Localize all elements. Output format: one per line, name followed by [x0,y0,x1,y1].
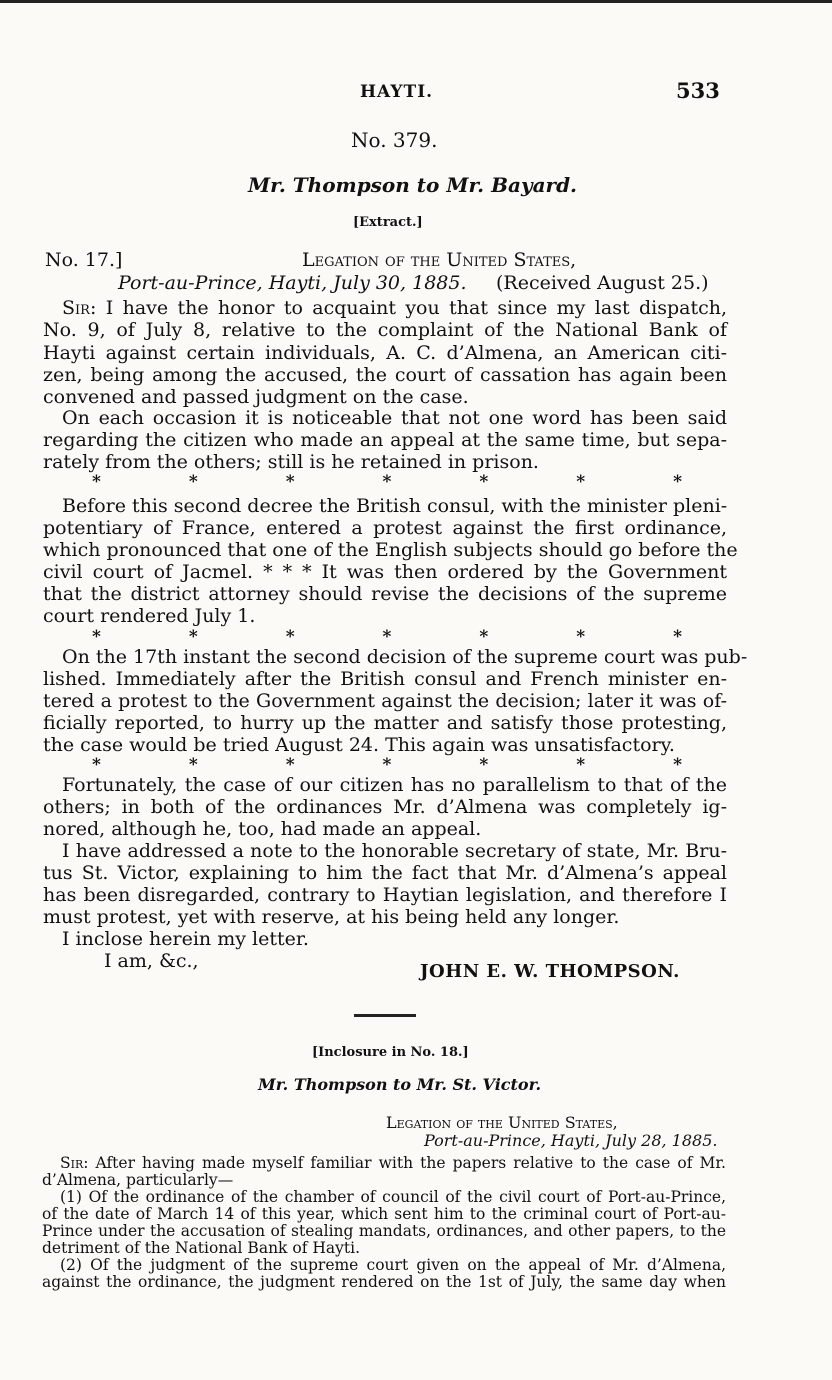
inclosure-line: against the ordinance, the judgment rendered on the 1st of July, the same day when [42,1273,726,1291]
body-line: rately from the others; still is he retained in prison. [43,451,539,473]
body-line: nored, although he, too, had made an appeal. [43,818,482,840]
dateline: Port-au-Prince, Hayti, July 30, 1885. [118,272,467,294]
body-line: that the district attorney should revise the decisions of the supreme [43,583,727,605]
body-line: which pronounced that one of the English subjects should go before the [43,539,738,561]
body-line: regarding the citizen who made an appeal at the same time, but sepa- [43,429,727,451]
body-line: others; in both of the ordinances Mr. d’Almena was completely ig- [43,796,727,818]
inclosure-line: Sir: After having made myself familiar with the papers relative to the case of Mr. [60,1154,726,1172]
document-number: No. 379. [351,128,438,152]
inclosure-line: detriment of the National Bank of Hayti. [42,1239,360,1257]
body-line: potentiary of France, entered a protest against the first ordinance, [43,517,727,539]
ellipsis-stars: * * * * * * * [92,755,682,775]
legation-heading: Legation of the United States, [302,249,577,271]
body-line: has been disregarded, contrary to Haytian legislation, and therefore I [43,884,727,906]
body-line: tered a protest to the Government against the decision; later it was of- [43,690,727,712]
received-date: (Received August 25.) [496,272,709,294]
body-line: On the 17th instant the second decision of the supreme court was pub- [62,646,748,668]
body-line: Hayti against certain individuals, A. C. d’Almena, an American citi- [43,342,727,364]
inclosure-salutation: Sir [60,1154,84,1172]
salutation: Sir [62,297,90,319]
inclosure-line: of the date of March 14 of this year, which sent him to the criminal court of Port-au- [42,1205,726,1223]
signature: JOHN E. W. THOMPSON. [420,961,680,982]
ellipsis-stars: * * * * * * * [92,627,682,647]
body-line: must protest, yet with reserve, at his being held any longer. [43,906,620,928]
inclosure-legation: Legation of the United States, [386,1113,618,1132]
document-title: Mr. Thompson to Mr. Bayard. [248,173,578,197]
inclosure-line: (1) Of the ordinance of the chamber of council of the civil court of Port-au-Prince, [60,1188,726,1206]
body-line: Sir: I have the honor to acquaint you that since my last dispatch, [62,297,727,319]
running-head: HAYTI. [360,82,434,102]
body-line: I have addressed a note to the honorable secretary of state, Mr. Bru- [62,840,727,862]
body-line: lished. Immediately after the British consul and French minister en- [43,668,727,690]
body-line: I inclose herein my letter. [62,928,309,950]
inclosure-label: [Inclosure in No. 18.] [312,1045,469,1060]
closing: I am, &c., [104,950,199,972]
ellipsis-stars: * * * * * * * [92,472,682,492]
body-line: the case would be tried August 24. This again was unsatisfactory. [43,734,675,756]
dispatch-number: No. 17.] [45,249,123,271]
body-line: zen, being among the accused, the court of cassation has again been [43,364,727,386]
body-line: Fortunately, the case of our citizen has no parallelism to that of the [62,774,727,796]
body-line: court rendered July 1. [43,605,256,627]
page-number: 533 [676,78,720,103]
extract-label: [Extract.] [353,215,423,230]
body-line: convened and passed judgment on the case. [43,386,469,408]
inclosure-line: d’Almena, particularly— [42,1171,234,1189]
inclosure-title: Mr. Thompson to Mr. St. Victor. [258,1075,542,1094]
body-line: ficially reported, to hurry up the matter and satisfy those protesting, [43,712,727,734]
body-line: Before this second decree the British consul, with the minister pleni- [62,495,728,517]
section-divider [354,1014,416,1017]
inclosure-dateline: Port-au-Prince, Hayti, July 28, 1885. [424,1131,718,1150]
body-line: tus St. Victor, explaining to him the fact that Mr. d’Almena’s appeal [43,862,727,884]
inclosure-line: (2) Of the judgment of the supreme court given on the appeal of Mr. d’Almena, [60,1256,726,1274]
body-line: No. 9, of July 8, relative to the complaint of the National Bank of [43,319,727,341]
inclosure-line: Prince under the accusation of stealing mandats, ordinances, and other papers, to the [42,1222,726,1240]
body-line: civil court of Jacmel. * * * It was then ordered by the Government [43,561,727,583]
body-line: On each occasion it is noticeable that not one word has been said [62,407,727,429]
top-rule [0,0,832,3]
